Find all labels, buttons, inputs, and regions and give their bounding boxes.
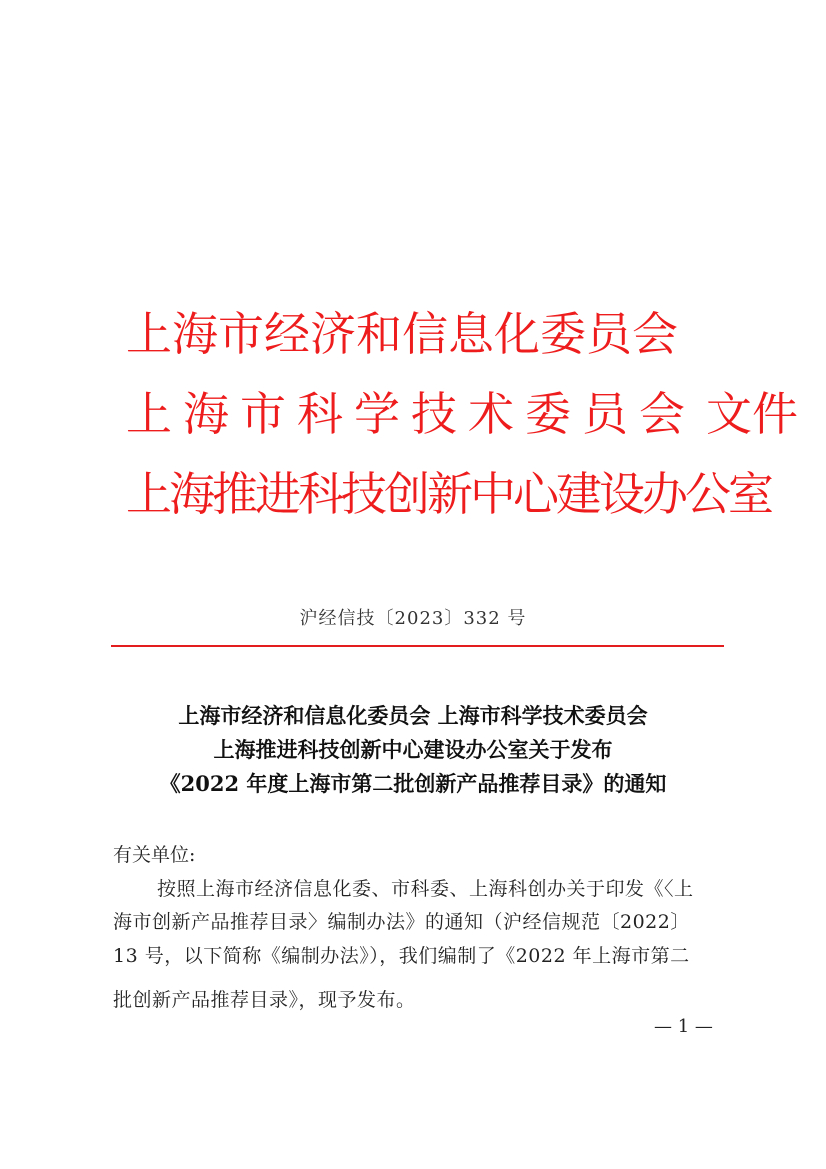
- document-number: 沪经信技〔2023〕332 号: [299, 608, 527, 629]
- body-text-line: 13 号，以下简称《编制办法》），我们编制了《2022 年上海市第二: [113, 945, 690, 967]
- page-number: — 1 —: [654, 1016, 713, 1037]
- salutation: 有关单位:: [113, 844, 196, 866]
- body-text-line: 按照上海市经济信息化委、市科委、上海科创办关于印发《〈上: [157, 878, 694, 900]
- document-title-line-3: 《2022 年度上海市第二批创新产品推荐目录》的通知: [159, 771, 667, 796]
- red-divider: [111, 645, 724, 647]
- document-title-line-1: 上海市经济和信息化委员会 上海市科学技术委员会: [178, 703, 648, 728]
- document-label: 文件: [706, 387, 798, 441]
- body-text-line: 批创新产品推荐目录》，现予发布。: [113, 989, 416, 1011]
- issuer-name-2-text: 上海市科学技术委员会: [126, 387, 696, 441]
- issuer-name-2: [126, 386, 798, 442]
- document-title-line-2: 上海推进科技创新中心建设办公室关于发布: [213, 737, 613, 762]
- issuer-name-1: 上海市经济和信息化委员会: [126, 307, 678, 361]
- body-text-line: 海市创新产品推荐目录〉编制办法》的通知（沪经信规范〔2022〕: [113, 911, 690, 933]
- issuer-name-3: 上海推进科技创新中心建设办公室: [126, 467, 771, 521]
